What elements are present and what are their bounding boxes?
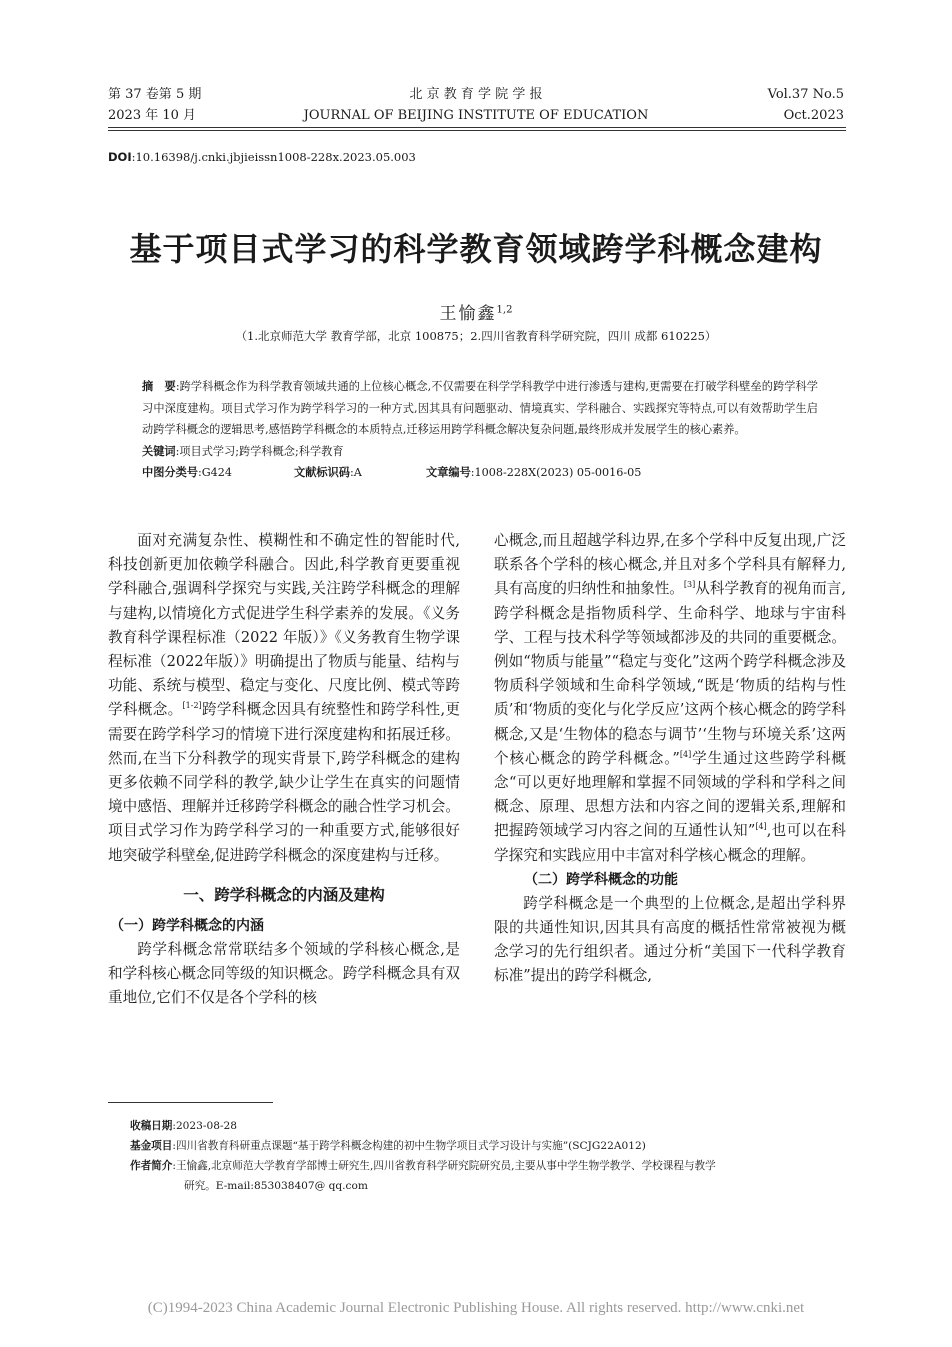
bio-label: 作者简介 xyxy=(130,1160,173,1172)
doc-code-value: :A xyxy=(349,466,362,479)
definition-text: 从科学教育的视角而言,跨学科概念是指物质科学、生命科学、地球与宇宙科学、工程与技术科学等领域都涉及的共同的重要概念。例如“物质与能量”“稳定与变化”这两个跨学科概念涉及物质科学领域和生命科学领域,“既是‘物质的结构与性质’和‘物质的变化与化学反应’这两个核心概念的跨学科概念,又是‘生物体的稳态与调节’‘生物与环境关系’这两个核心概念的跨学科概念。” xyxy=(494,580,846,767)
issue-date: 2023 年 10 月 xyxy=(108,108,197,123)
footnote-rule xyxy=(108,1102,273,1103)
subsection-heading-1: （一）跨学科概念的内涵 xyxy=(110,917,264,934)
continued-text: 心概念,而且超越学科边界,在多个学科中反复出现,广泛联系各个学科的核心概念,并且对多个学科具有解释力,具有高度的归纳性和抽象性。 xyxy=(494,532,846,598)
citation-4b: [4] xyxy=(755,822,767,832)
abstract-text: :跨学科概念作为科学教育领域共通的上位核心概念,不仅需要在科学学科教学中进行渗透与建构,更需要在打破学科壁垒的跨学科学习中深度建构。项目式学习作为跨学科学习的一种方式,因其具有问题驱动、情境真实、学科融合、实践探究等特点,可以有效帮助学生启动跨学科概念的逻辑思考,感悟跨学科概念的本质特点,迁移运用跨学科概念解决复杂问题,最终形成并发展学生的核心素养。 xyxy=(142,380,818,436)
journal-name xyxy=(200,84,752,126)
article-title: 基于项目式学习的科学教育领域跨学科概念建构 xyxy=(129,230,823,268)
volume-issue-en: Vol.37 No.5 xyxy=(767,87,844,102)
received-value: :2023-08-28 xyxy=(172,1120,238,1132)
left-column xyxy=(108,529,460,1010)
continued-paragraph xyxy=(494,529,846,868)
doi-label: DOI xyxy=(108,150,132,164)
journal-name-cn: 北 京 教 育 学 院 学 报 xyxy=(409,87,543,102)
classification-line xyxy=(142,462,818,484)
intro-text-b: 跨学科概念因具有统整性和跨学科性,更需要在跨学科学习的情境下进行深度建构和拓展迁移。然而,在当下分科教学的现实背景下,跨学科概念的建构更多依赖不同学科的教学,缺少让学生在真实的问题情境中感悟、理解并迁移跨学科概念的融合性学习机会。项目式学习作为跨学科学习的一种重要方式,能够很好地突破学科壁垒,促进跨学科概念的深度建构与迁移。 xyxy=(108,701,460,864)
keywords-label: 关键词 xyxy=(142,444,176,458)
citation-1-2: [1-2] xyxy=(182,701,202,711)
keywords-text: :项目式学习;跨学科概念;科学教育 xyxy=(175,444,344,458)
volume-issue: 第 37 卷第 5 期 xyxy=(108,87,202,102)
section-heading-1: 一、跨学科概念的内涵及建构 xyxy=(183,885,385,904)
affiliation: （1.北京师范大学 教育学部，北京 100875；2.四川省教育科学研究院，四川 成都 610225） xyxy=(235,329,717,343)
abstract-label: 摘 要 xyxy=(142,380,176,393)
received-date xyxy=(130,1116,846,1136)
header-rule-second xyxy=(108,130,846,131)
received-label: 收稿日期 xyxy=(130,1120,173,1132)
funding-value: :四川省教育科研重点课题“基于跨学科概念构建的初中生物学项目式学习设计与实施”(SCJG22A012) xyxy=(172,1140,646,1152)
author-name: 王愉鑫 xyxy=(439,304,497,324)
keywords xyxy=(142,441,818,463)
article-no-value: :1008-228X(2023) 05-0016-05 xyxy=(470,466,642,479)
doc-code-label: 文献标识码 xyxy=(294,466,350,479)
section-1-paragraph: 跨学科概念常常联结多个领域的学科核心概念,是和学科核心概念同等级的知识概念。跨学科概念具有双重地位,它们不仅是各个学科的核 xyxy=(108,940,460,1007)
bio-value: :王愉鑫,北京师范大学教育学部博士研究生,四川省教育科学研究院研究员,主要从事中学生物学教学、学校课程与教学 xyxy=(172,1160,716,1172)
conclusion-text: ,也可以在科学探究和实践应用中丰富对科学核心概念的理解。 xyxy=(494,822,846,864)
issue-info xyxy=(108,84,201,126)
issue-info-en xyxy=(768,84,844,126)
doi-line xyxy=(108,150,416,164)
clc-label: 中图分类号 xyxy=(142,466,198,479)
article-no-label: 文章编号 xyxy=(426,466,471,479)
citation-3: [3] xyxy=(683,580,696,590)
right-column xyxy=(494,529,846,989)
journal-name-en: JOURNAL OF BEIJING INSTITUTE OF EDUCATION xyxy=(303,108,649,123)
author-line xyxy=(0,299,952,324)
header-rule xyxy=(108,127,846,128)
function-paragraph: 跨学科概念是一个典型的上位概念,是超出学科界限的共通性知识,因其具有高度的概括性常常被视为概念学习的先行组织者。通过分析“美国下一代科学教育标准”提出的跨学科概念, xyxy=(494,894,846,985)
funding xyxy=(130,1136,846,1156)
author-bio xyxy=(130,1156,846,1176)
footnotes xyxy=(130,1116,846,1196)
cnki-copyright-footer: (C)1994-2023 China Academic Journal Electronic Publishing House. All rights reserved. http://www.cnki.net xyxy=(147,1300,805,1316)
quote-text: 学生通过这些跨学科概念“可以更好地理解和掌握不同领域的学科和学科之间概念、原理、思想方法和内容之间的逻辑关系,理解和把握跨领域学习内容之间的互通性认知” xyxy=(494,749,846,840)
citation-4a: [4] xyxy=(679,749,692,759)
doi-value: :10.16398/j.cnki.jbjieissn1008-228x.2023.05.003 xyxy=(131,150,416,164)
intro-paragraph xyxy=(108,529,460,868)
author-affil-marks: 1,2 xyxy=(496,304,513,316)
issue-date-en: Oct.2023 xyxy=(783,108,844,123)
author-bio-continued: 研究。E-mail:853038407@ qq.com xyxy=(184,1180,368,1192)
subsection-heading-2: （二）跨学科概念的功能 xyxy=(524,871,678,888)
intro-text-a: 面对充满复杂性、模糊性和不确定性的智能时代,科技创新更加依赖学科融合。因此,科学教育更要重视学科融合,强调科学探究与实践,关注跨学科概念的理解与建构,以情境化方式促进学生科学素养的发展。《义务教育科学课程标准（2022 年版）》《义务教育生物学课程标准（2022年版）》明确提出了物质与能量、结构与功能、系统与模型、稳定与变化、尺度比例、模式等跨学科概念。 xyxy=(108,532,460,719)
funding-label: 基金项目 xyxy=(130,1140,173,1152)
abstract-block xyxy=(142,376,818,484)
abstract xyxy=(142,376,818,441)
clc-value: :G424 xyxy=(197,466,233,479)
